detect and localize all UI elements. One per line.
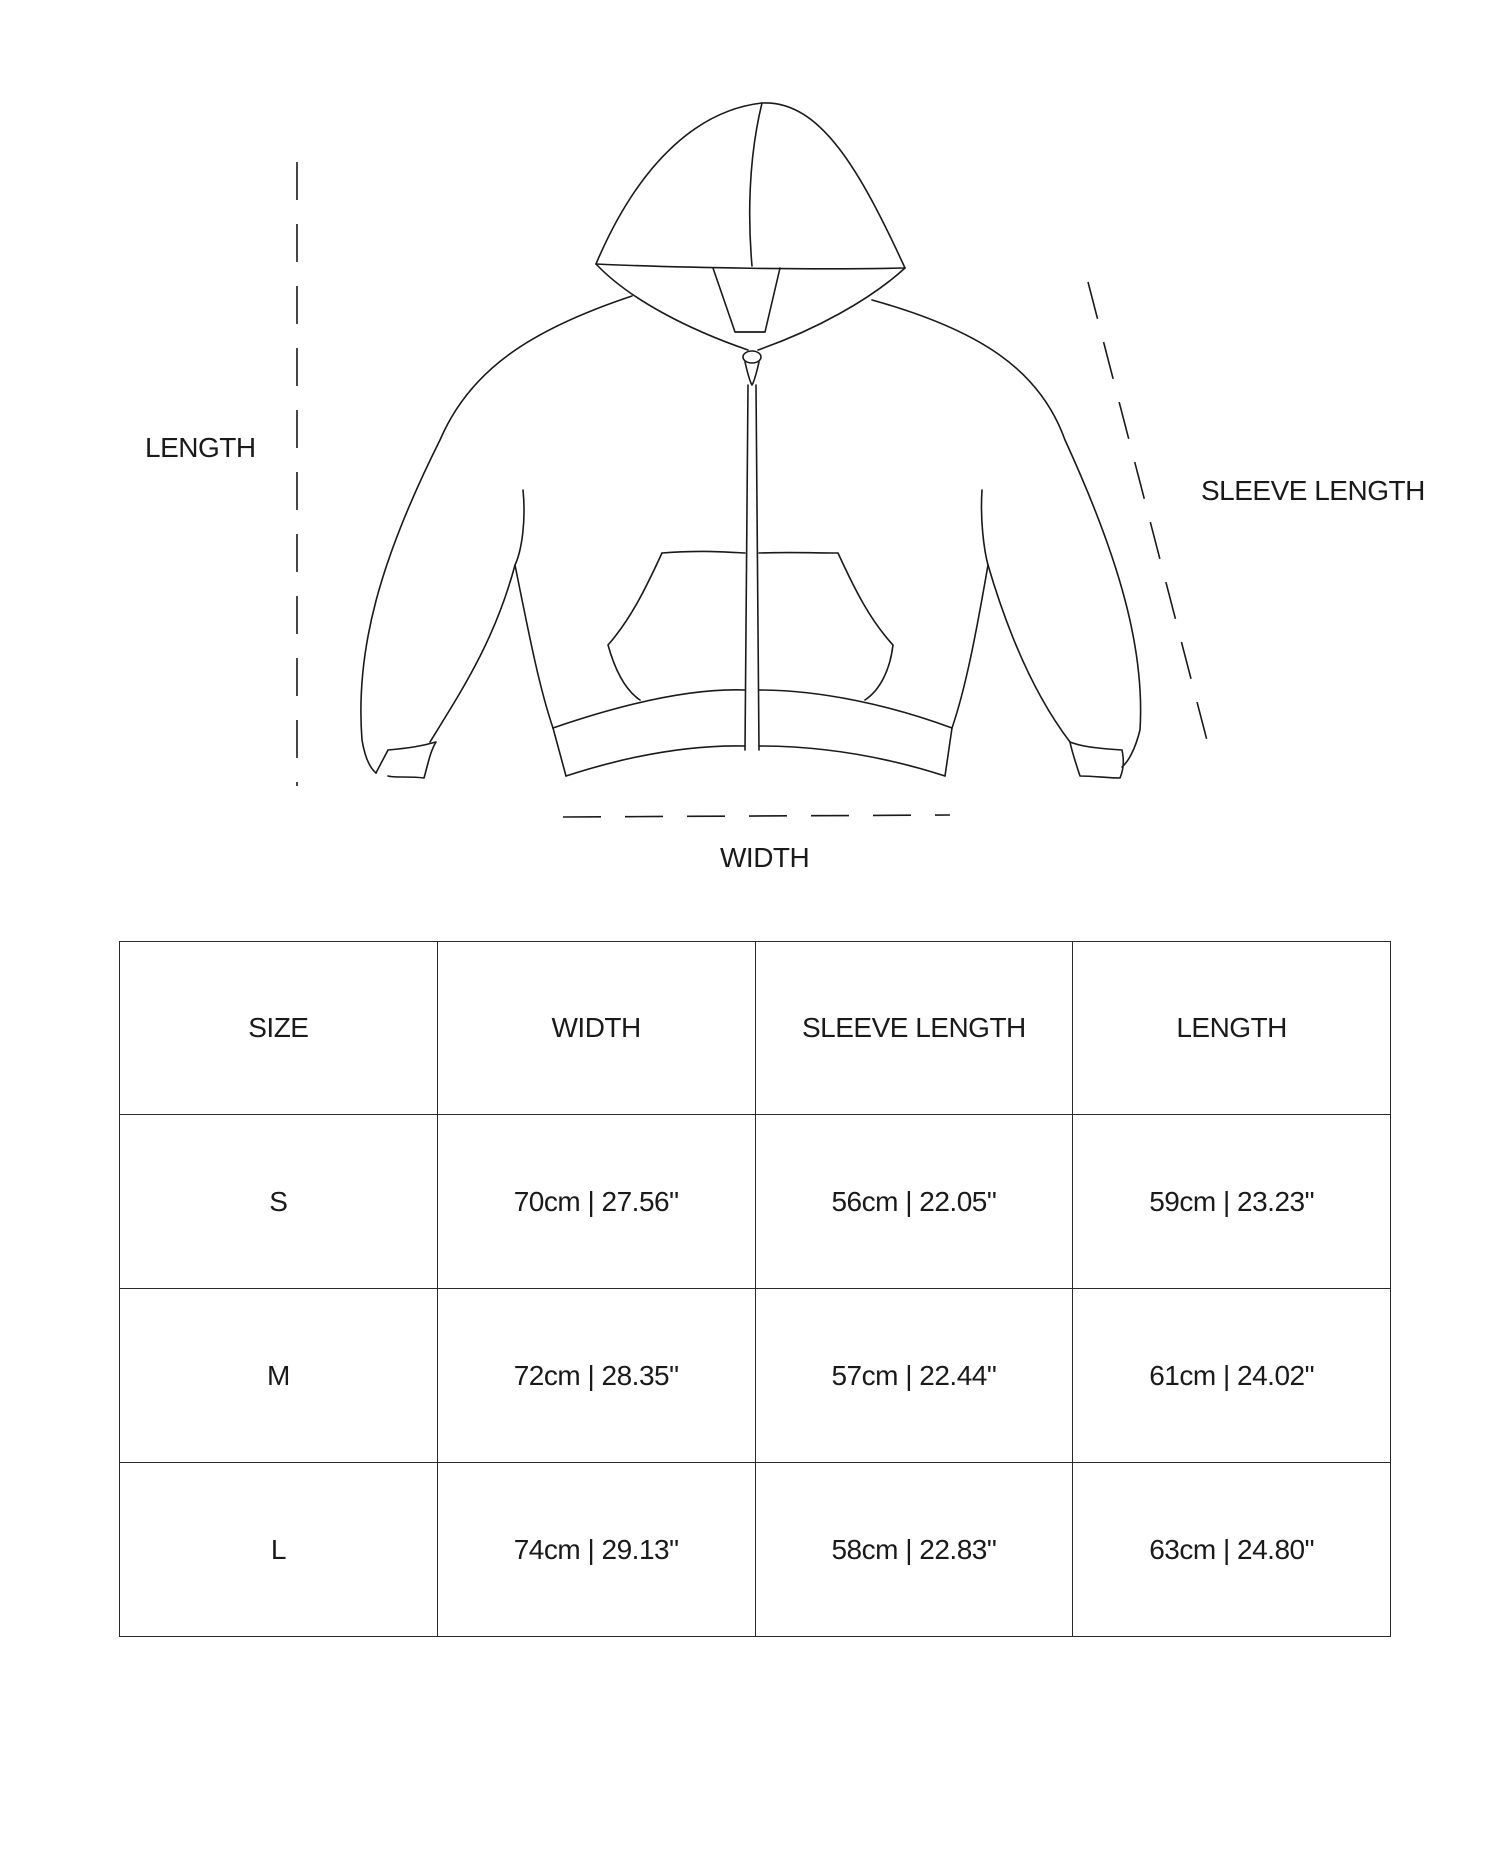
body-side-left bbox=[515, 565, 553, 728]
left-sleeve-outer bbox=[361, 296, 632, 773]
table-row bbox=[120, 1289, 1391, 1463]
cell-width: 70cm | 27.56" bbox=[437, 1115, 755, 1289]
cell-sleeve-length: 56cm | 22.05" bbox=[755, 1115, 1073, 1289]
cell-size: M bbox=[120, 1289, 438, 1463]
zipper-pull bbox=[743, 351, 761, 363]
cell-size: L bbox=[120, 1463, 438, 1637]
cell-size: S bbox=[120, 1115, 438, 1289]
collar-inner bbox=[713, 268, 780, 332]
header-length: LENGTH bbox=[1073, 942, 1391, 1115]
zipper-line-right bbox=[756, 385, 759, 750]
cell-sleeve-length: 57cm | 22.44" bbox=[755, 1289, 1073, 1463]
width-label: WIDTH bbox=[720, 842, 810, 873]
right-sleeve-inner bbox=[981, 490, 1070, 742]
right-cuff bbox=[1070, 742, 1123, 778]
cell-width: 72cm | 28.35" bbox=[437, 1289, 755, 1463]
pocket bbox=[608, 551, 893, 700]
length-label: LENGTH bbox=[145, 432, 256, 463]
header-size: SIZE bbox=[120, 942, 438, 1115]
hood-seam bbox=[750, 103, 762, 266]
width-dimension-line bbox=[563, 815, 950, 817]
left-cuff bbox=[376, 742, 436, 778]
table-row bbox=[120, 1115, 1391, 1289]
table-header-row bbox=[120, 942, 1391, 1115]
hoodie-size-diagram bbox=[0, 0, 1500, 900]
cell-length: 59cm | 23.23" bbox=[1073, 1115, 1391, 1289]
table-row bbox=[120, 1463, 1391, 1637]
hem-bottom bbox=[566, 746, 945, 776]
sleeve-length-label: SLEEVE LENGTH bbox=[1201, 475, 1425, 506]
hem-top bbox=[553, 690, 952, 728]
header-width: WIDTH bbox=[437, 942, 755, 1115]
size-chart-table bbox=[119, 941, 1391, 1637]
sleeve-dimension-line bbox=[1088, 282, 1210, 752]
header-sleeve-length: SLEEVE LENGTH bbox=[755, 942, 1073, 1115]
cell-length: 63cm | 24.80" bbox=[1073, 1463, 1391, 1637]
cell-sleeve-length: 58cm | 22.83" bbox=[755, 1463, 1073, 1637]
cell-width: 74cm | 29.13" bbox=[437, 1463, 755, 1637]
hood-opening bbox=[596, 264, 905, 269]
body-side-right bbox=[952, 565, 988, 728]
hood-side-left bbox=[596, 264, 748, 350]
zipper-line-left bbox=[745, 385, 748, 750]
right-sleeve-outer bbox=[872, 300, 1141, 767]
cell-length: 61cm | 24.02" bbox=[1073, 1289, 1391, 1463]
hood-side-right bbox=[758, 268, 905, 350]
left-sleeve-inner bbox=[430, 490, 524, 742]
